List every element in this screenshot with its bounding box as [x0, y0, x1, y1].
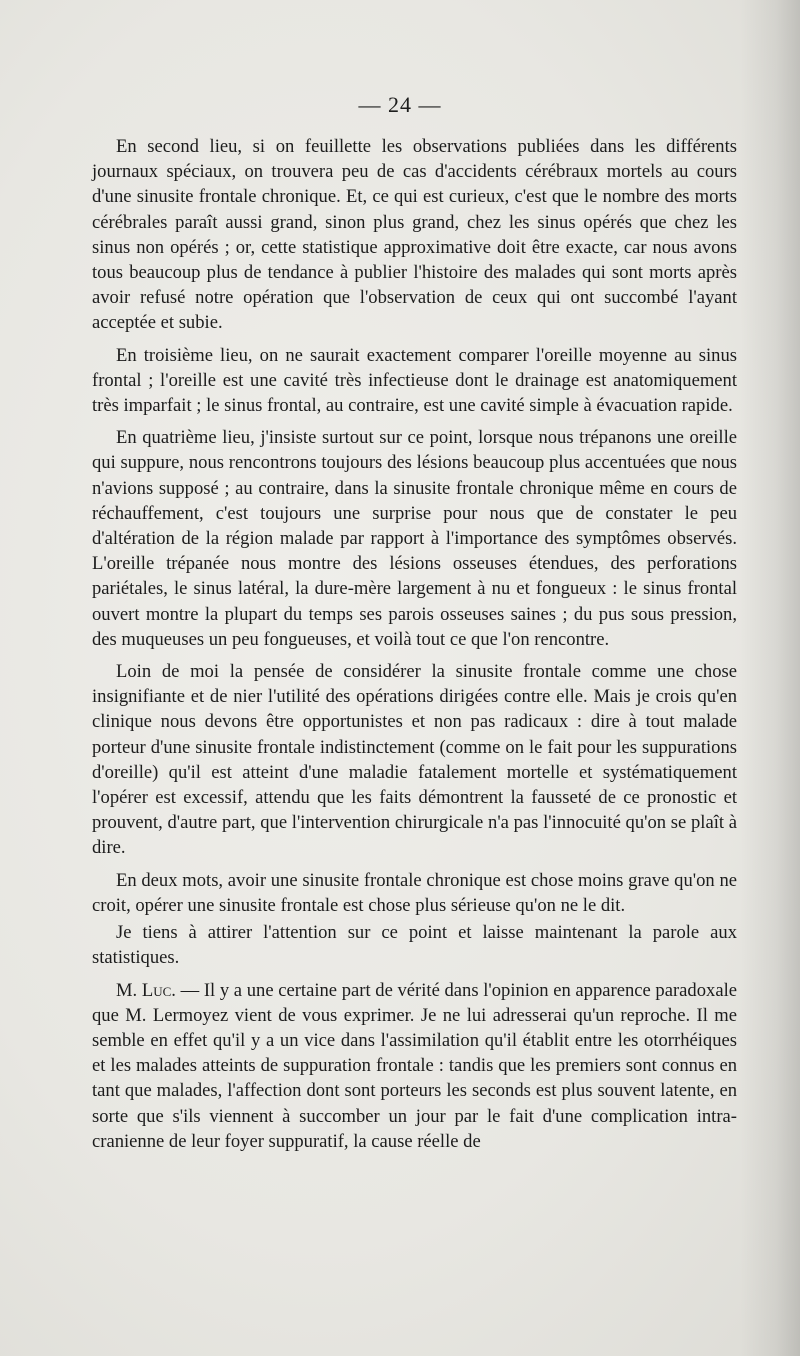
spine-shadow [740, 0, 800, 1356]
luc-reply-text: — Il y a une certaine part de vérité dans l'opinion en apparence paradoxale que M. Lermoyez vient de vous exprimer. Je ne lui adresserai qu'un reproche. Il me semble en effet qu'il y a un vice dans l'assimilation qu'il établit entre les otorrhéiques et les malades atteints de suppuration frontale : tandis que les premiers sont connus en tant que malades, l'affection dont sont porteurs les seconds est plus souvent latente, en sorte que s'ils viennent à succomber un jour par le fait d'une complication intra-cranienne de leur foyer suppuratif, la cause réelle de [92, 979, 737, 1152]
paragraph-summary: En deux mots, avoir une sinusite frontale chronique est chose moins grave qu'on ne croit, opérer une sinusite frontale est chose plus sérieuse qu'on ne le dit. [92, 869, 737, 916]
body-text [92, 134, 737, 1161]
paragraph-closing: Je tiens à attirer l'attention sur ce point et laisse maintenant la parole aux statistiques. [92, 922, 737, 969]
paragraph-opinion: Loin de moi la pensée de considérer la sinusite frontale comme une chose insignifiante et de nier l'utilité des opérations dirigées contre elle. Mais je crois qu'en clinique nous devons être opportunistes et non pas radicaux : dire à tout malade porteur d'une sinusite frontale indistinctement (comme on le fait pour les suppurations d'oreille) qu'il est atteint d'une maladie fatalement mortelle et systématiquement l'opérer est excessif, attendu que les faits démontrent la fausseté de ce pronostic et prouvent, d'autre part, que l'intervention chirurgicale n'a pas l'innocuité qu'on se plaît à dire. [92, 661, 737, 859]
paragraph-third-point: En troisième lieu, on ne saurait exactement comparer l'oreille moyenne au sinus frontal ; l'oreille est une cavité très infectieuse dont le drainage est anatomiquement très imparfait ; le sinus frontal, au contraire, est une cavité simple à évacuation rapide. [92, 344, 737, 417]
page-number: — 24 — [358, 92, 442, 117]
paragraph-second-point: En second lieu, si on feuillette les observations publiées dans les différents journaux spéciaux, on trouvera peu de cas d'accidents cérébraux mortels au cours d'une sinusite frontale chronique. Et, ce qui est curieux, c'est que le nombre des morts cérébrales paraît aussi grand, sinon plus grand, chez les sinus opérés que chez les sinus non opérés ; or, cette statistique approximative doit être exacte, car nous avons tous beaucoup plus de tendance à publier l'histoire des malades qui sont morts après avoir refusé notre opération que l'observation de ceux qui ont succombé l'ayant acceptée et subie. [92, 136, 737, 334]
speaker-name: M. Luc. [116, 979, 176, 1001]
paragraph-fourth-point: En quatrième lieu, j'insiste surtout sur ce point, lorsque nous trépanons une oreille qui suppure, nous rencontrons toujours des lésions beaucoup plus accentuées que nous n'avions supposé ; au contraire, dans la sinusite frontale chronique même en cours de réchauffement, c'est toujours une surprise pour nous que de constater le peu d'altération de la région malade par rapport à l'importance des symptômes observés. L'oreille trépanée nous montre des lésions osseuses étendues, des perforations pariétales, le sinus latéral, la dure-mère largement à nu et fongueux : le sinus frontal ouvert montre la plupart du temps ses parois osseuses saines ; du pus sous pression, des muqueuses un peu fongueuses, et voilà tout ce que l'on rencontre. [92, 427, 737, 650]
paragraph-luc-reply [92, 978, 737, 1154]
